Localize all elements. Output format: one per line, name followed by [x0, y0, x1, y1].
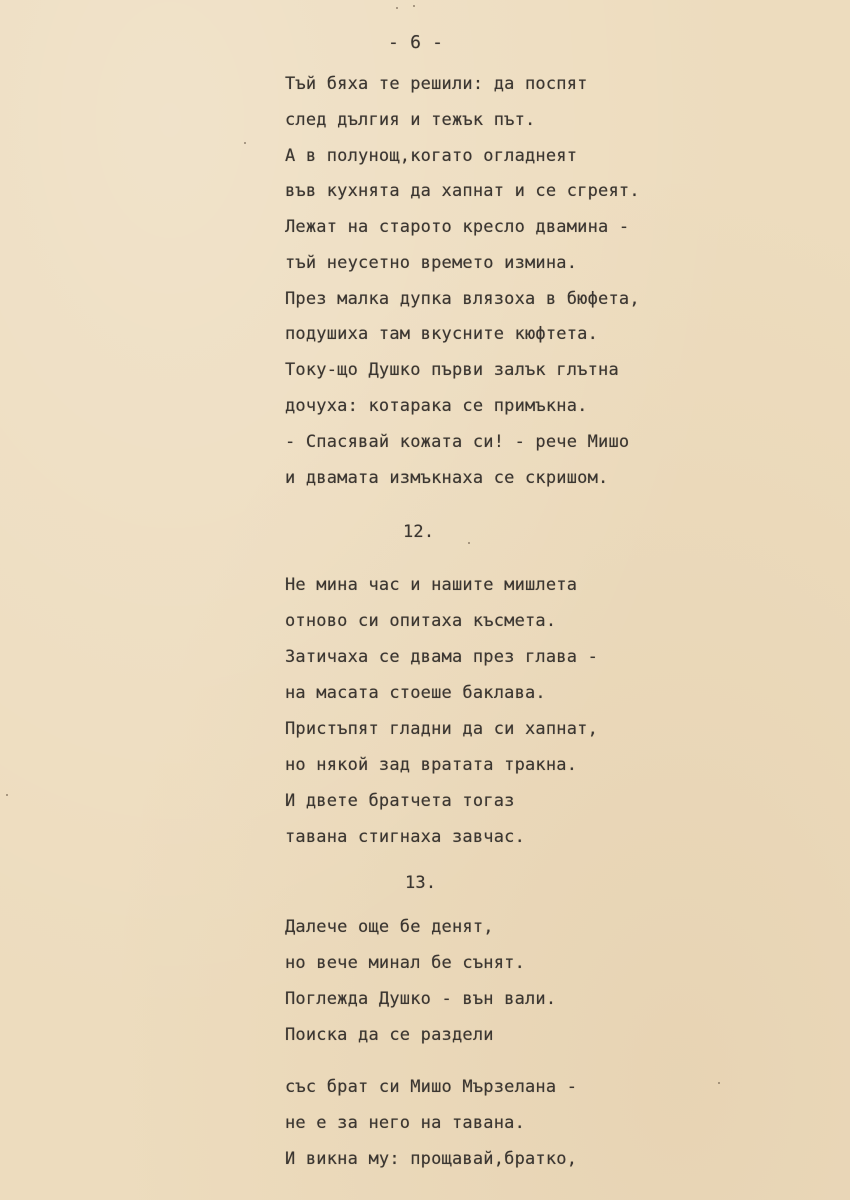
- paper-speck: [413, 5, 415, 7]
- stanza-heading-13: 13.: [405, 873, 437, 893]
- verse-line: отново си опитаха късмета.: [285, 611, 557, 631]
- verse-line: Пристъпят гладни да си хапнат,: [285, 719, 599, 739]
- verse-line: Далече още бе денят,: [285, 917, 494, 937]
- verse-line: Поглежда Душко - вън вали.: [285, 989, 557, 1009]
- verse-line: - Спасявай кожата си! - рече Мишо: [285, 432, 630, 452]
- verse-line: тавана стигнаха завчас.: [285, 827, 526, 847]
- paper-speck: [718, 1082, 720, 1084]
- paper-speck: [396, 7, 398, 9]
- verse-line: Тъй бяха те решили: да поспят: [285, 74, 588, 94]
- verse-line: тъй неусетно времето измина.: [285, 253, 578, 273]
- verse-line: подушиха там вкусните кюфтета.: [285, 324, 599, 344]
- verse-line: И викна му: прощавай,братко,: [285, 1149, 578, 1169]
- verse-line: дочуха: котарака се примъкна.: [285, 396, 588, 416]
- verse-line: но някой зад вратата тракна.: [285, 755, 578, 775]
- verse-line: на масата стоеше баклава.: [285, 683, 546, 703]
- verse-line: Лежат на старото кресло двамина -: [285, 217, 630, 237]
- verse-line: Не мина час и нашите мишлета: [285, 575, 578, 595]
- page-number: - 6 -: [388, 32, 444, 53]
- verse-line: Току-що Душко първи залък глътна: [285, 360, 619, 380]
- verse-line: и двамата измъкнаха се скришом.: [285, 468, 609, 488]
- verse-line: Затичаха се двама през глава -: [285, 647, 599, 667]
- verse-line: но вече минал бе сънят.: [285, 953, 526, 973]
- verse-line: със брат си Мишо Мързелана -: [285, 1077, 578, 1097]
- stanza-heading-12: 12.: [403, 522, 435, 542]
- verse-line: А в полунощ,когато огладнеят: [285, 146, 578, 166]
- verse-line: след дългия и тежък път.: [285, 110, 536, 130]
- paper-speck: [6, 794, 8, 796]
- verse-line: През малка дупка влязоха в бюфета,: [285, 289, 640, 309]
- verse-line: Поиска да се раздели: [285, 1025, 494, 1045]
- paper-speck: [468, 542, 470, 544]
- verse-line: И двете братчета тогаз: [285, 791, 515, 811]
- paper-speck: [244, 142, 246, 144]
- verse-line: не е за него на тавана.: [285, 1113, 526, 1133]
- verse-line: във кухнята да хапнат и се сгреят.: [285, 181, 640, 201]
